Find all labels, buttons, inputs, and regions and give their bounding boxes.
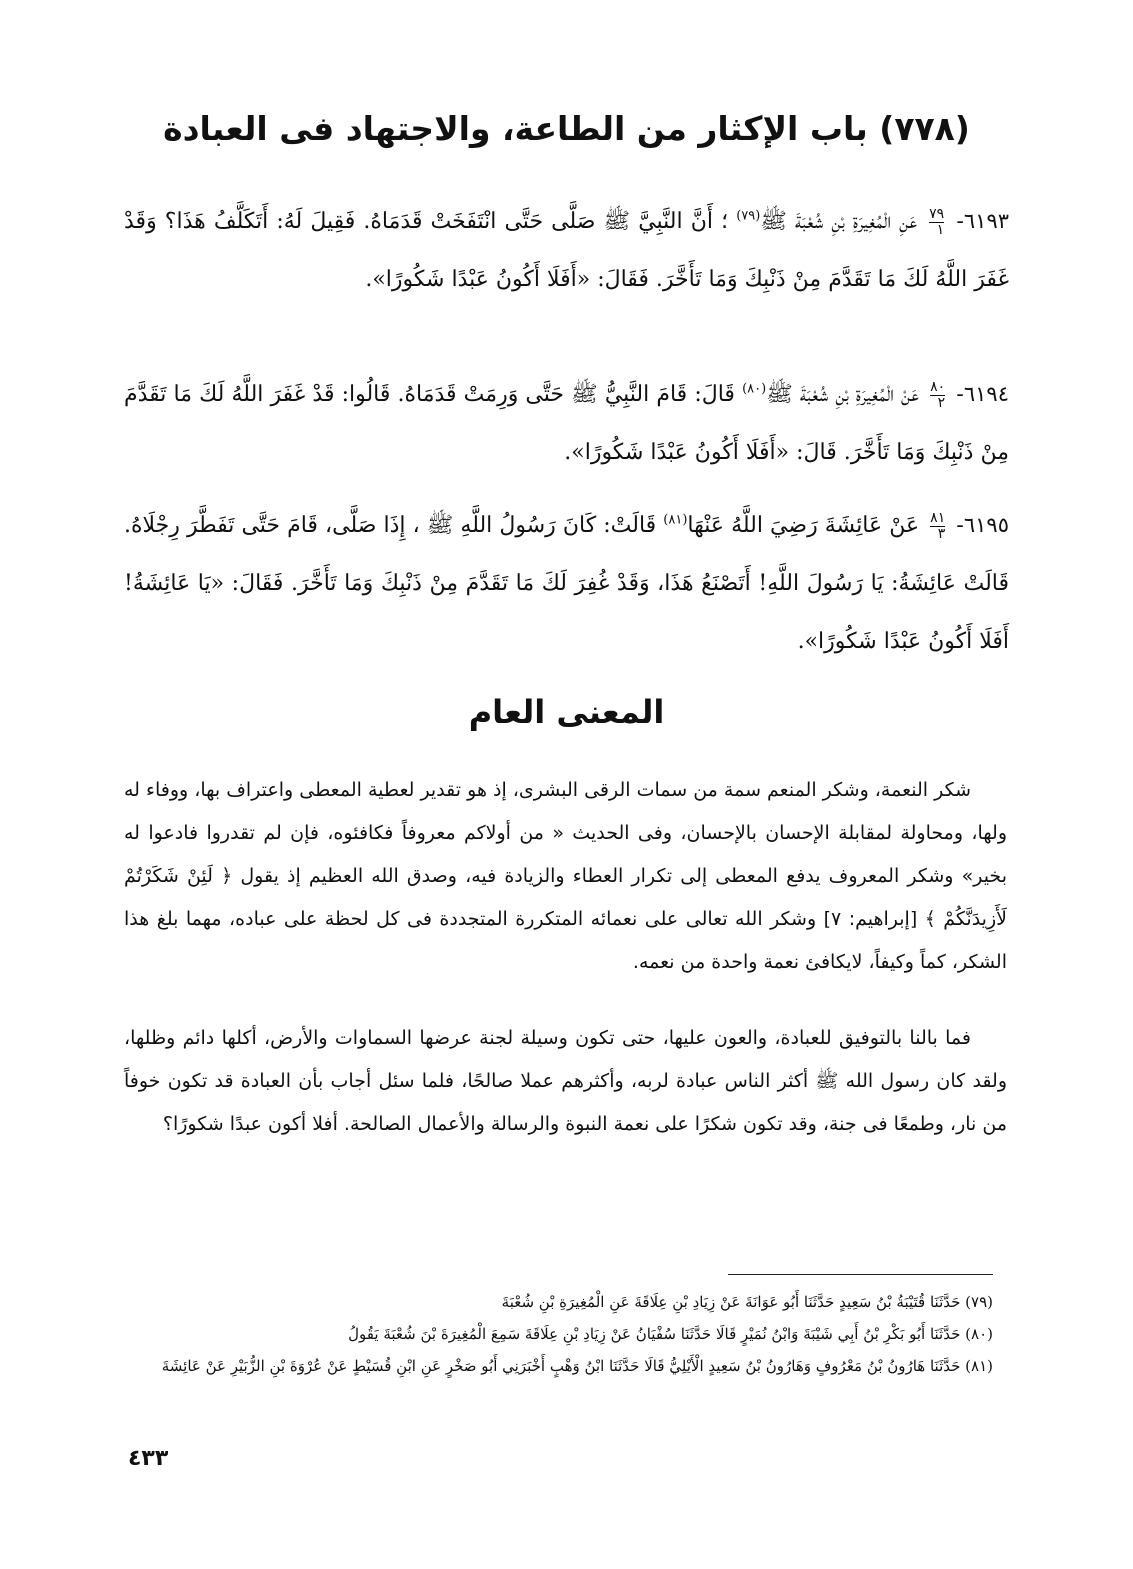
footnote-81: (٨١) حَدَّثَنَا هَارُونُ بْنُ مَعْرُوفٍ وَهَارُونُ بْنُ سَعِيدٍ الْأَيْلِيُّ قَالَا حَدَّثَنَا ابْنُ وَهْبٍ أَخْبَرَنِي أَبُو صَخْرٍ عَنِ ابْنِ قُسَيْطٍ عَنْ عُرْوَةَ بْنِ الزُّبَيْرِ عَنْ عَائِشَةَ <box>161 1357 993 1375</box>
commentary-paragraph: شكر النعمة، وشكر المنعم سمة من سمات الرقى البشرى، إذ هو تقدير لعطية المعطى واعتراف بها، ووفاء له ولها، ومحاولة لمقابلة الإحسان بالإحسان، وفى الحديث « من أولاكم معروفاً فكافئوه، فإن لم تقدروا فادعوا له بخير» وشكر المعروف يدفع المعطى إلى تكرار العطاء والزيادة فيه، وصدق الله العظيم إذ يقول ﴿ لَئِنْ شَكَرْتُمْ لَأَزِيدَنَّكُمْ ﴾ [إبراهيم: ٧] وشكر الله تعالى على نعمائه المتكررة المتجددة فى كل لحظة على عباده، مهما بلغ هذا الشكر، كماً وكيفاً، لايكافئ نعمة واحدة من نعمه. <box>124 779 1007 973</box>
hadith-number: ٦١٩٤- <box>956 382 1009 406</box>
reference-bottom: ١ <box>936 221 945 238</box>
hadith-text-opening: عَنْ عَائِشَةَ رَضِيَ اللَّهُ عَنْهَا <box>687 513 920 538</box>
hadith-text: قَالَتْ: كَانَ رَسُولُ اللَّهِ ﷺ ، إِذَا صَلَّى، قَامَ حَتَّى تَفَطَّرَ رِجْلَاهُ. قَالَتْ عَائِشَةُ: يَا رَسُولَ اللَّهِ! أَتَصْنَعُ هَذَا، وَقَدْ غُفِرَ لَكَ مَا تَقَدَّمَ مِنْ ذَنْبِكَ وَمَا تَأَخَّرَ. فَقَالَ: «يَا عَائِشَةُ! أَفَلَا أَكُونُ عَبْدًا شَكُورًا». <box>124 513 1009 654</box>
footnote-marker: (٨٠) <box>742 381 767 397</box>
hadith-number: ٦١٩٥- <box>956 513 1009 537</box>
footnote-marker: (٧٩) <box>736 208 761 224</box>
page-number: ٤٣٣ <box>128 1446 169 1471</box>
reference-top: ٧٩ <box>929 205 945 222</box>
hadith-reference <box>930 380 945 411</box>
footnote-80: (٨٠) حَدَّثَنَا أَبُو بَكْرِ بْنُ أَبِي شَيْبَةَ وَابْنُ نُمَيْرٍ قَالَا حَدَّثَنَا سُفْيَانُ عَنْ زِيَادِ بْنِ عِلَاقَةَ سَمِعَ الْمُغِيرَةَ بْنَ شُعْبَةَ يَقُولُ <box>348 1325 993 1343</box>
hadith-reference <box>929 207 944 238</box>
hadith-text: قَالَ: قَامَ النَّبِيُّ ﷺ حَتَّى وَرِمَتْ قَدَمَاهُ. قَالُوا: قَدْ غَفَرَ اللَّهُ لَكَ مَا تَقَدَّمَ مِنْ ذَنْبِكَ وَمَا تَأَخَّرَ. قَالَ: «أَفَلَا أَكُونُ عَبْدًا شَكُورًا». <box>124 382 1009 465</box>
section-title: المعنى العام <box>468 693 665 731</box>
reference-top: ٨٠ <box>930 378 946 395</box>
reference-top: ٨١ <box>930 509 946 526</box>
footnote-marker: (٨١) <box>663 512 688 528</box>
hadith-reference <box>930 511 945 542</box>
hadith-text-opening: عَنِ الْمُغِيرَةِ بْنِ شُعْبَةَ ﷺ <box>760 209 918 234</box>
reference-bottom: ٣ <box>937 525 946 542</box>
hadith-text-opening: عَنْ الْمُغِيرَةِ بْنِ شُعْبَةَ ﷺ <box>766 382 919 407</box>
footnote-79: (٧٩) حَدَّثَنَا قُتَيْبَةُ بْنُ سَعِيدٍ حَدَّثَنَا أَبُو عَوَانَةَ عَنْ زِيَادِ بْنِ عِلَاقَةَ عَنِ الْمُغِيرَةِ بْنِ شُعْبَةَ <box>501 1293 993 1311</box>
reference-bottom: ٢ <box>937 394 946 411</box>
hadith-number: ٦١٩٣- <box>956 209 1010 233</box>
hadith-6195 <box>124 496 1009 671</box>
commentary-paragraph: فما بالنا بالتوفيق للعبادة، والعون عليها، حتى تكون وسيلة لجنة عرضها السماوات والأرض، أكلها دائم وظلها، ولقد كان رسول الله ﷺ أكثر الناس عبادة لربه، وأكثرهم عملا صالحًا، فلما سئل أجاب بأن العبادة قد تكون خوفاً من نار، وطمعًا فى جنة، وقد تكون شكرًا على نعمة النبوة والرسالة والأعمال الصالحة. أفلا أكون عبدًا شكورًا؟ <box>124 1027 1007 1135</box>
chapter-title: (٧٧٨) باب الإكثار من الطاعة، والاجتهاد فى العبادة <box>163 109 970 148</box>
hadith-6194 <box>124 365 1009 482</box>
hadith-6193 <box>124 192 1009 309</box>
hadith-text: ؛ أَنَّ النَّبِيَّ ﷺ صَلَّى حَتَّى انْتَفَخَتْ قَدَمَاهُ. فَقِيلَ لَهُ: أَتَكَلَّفُ هَذَا؟ وَقَدْ غَفَرَ اللَّهُ لَكَ مَا تَقَدَّمَ مِنْ ذَنْبِكَ وَمَا تَأَخَّرَ. فَقَالَ: «أَفَلَا أَكُونُ عَبْدًا شَكُورًا». <box>124 209 1009 292</box>
footnote-divider <box>728 1274 993 1275</box>
